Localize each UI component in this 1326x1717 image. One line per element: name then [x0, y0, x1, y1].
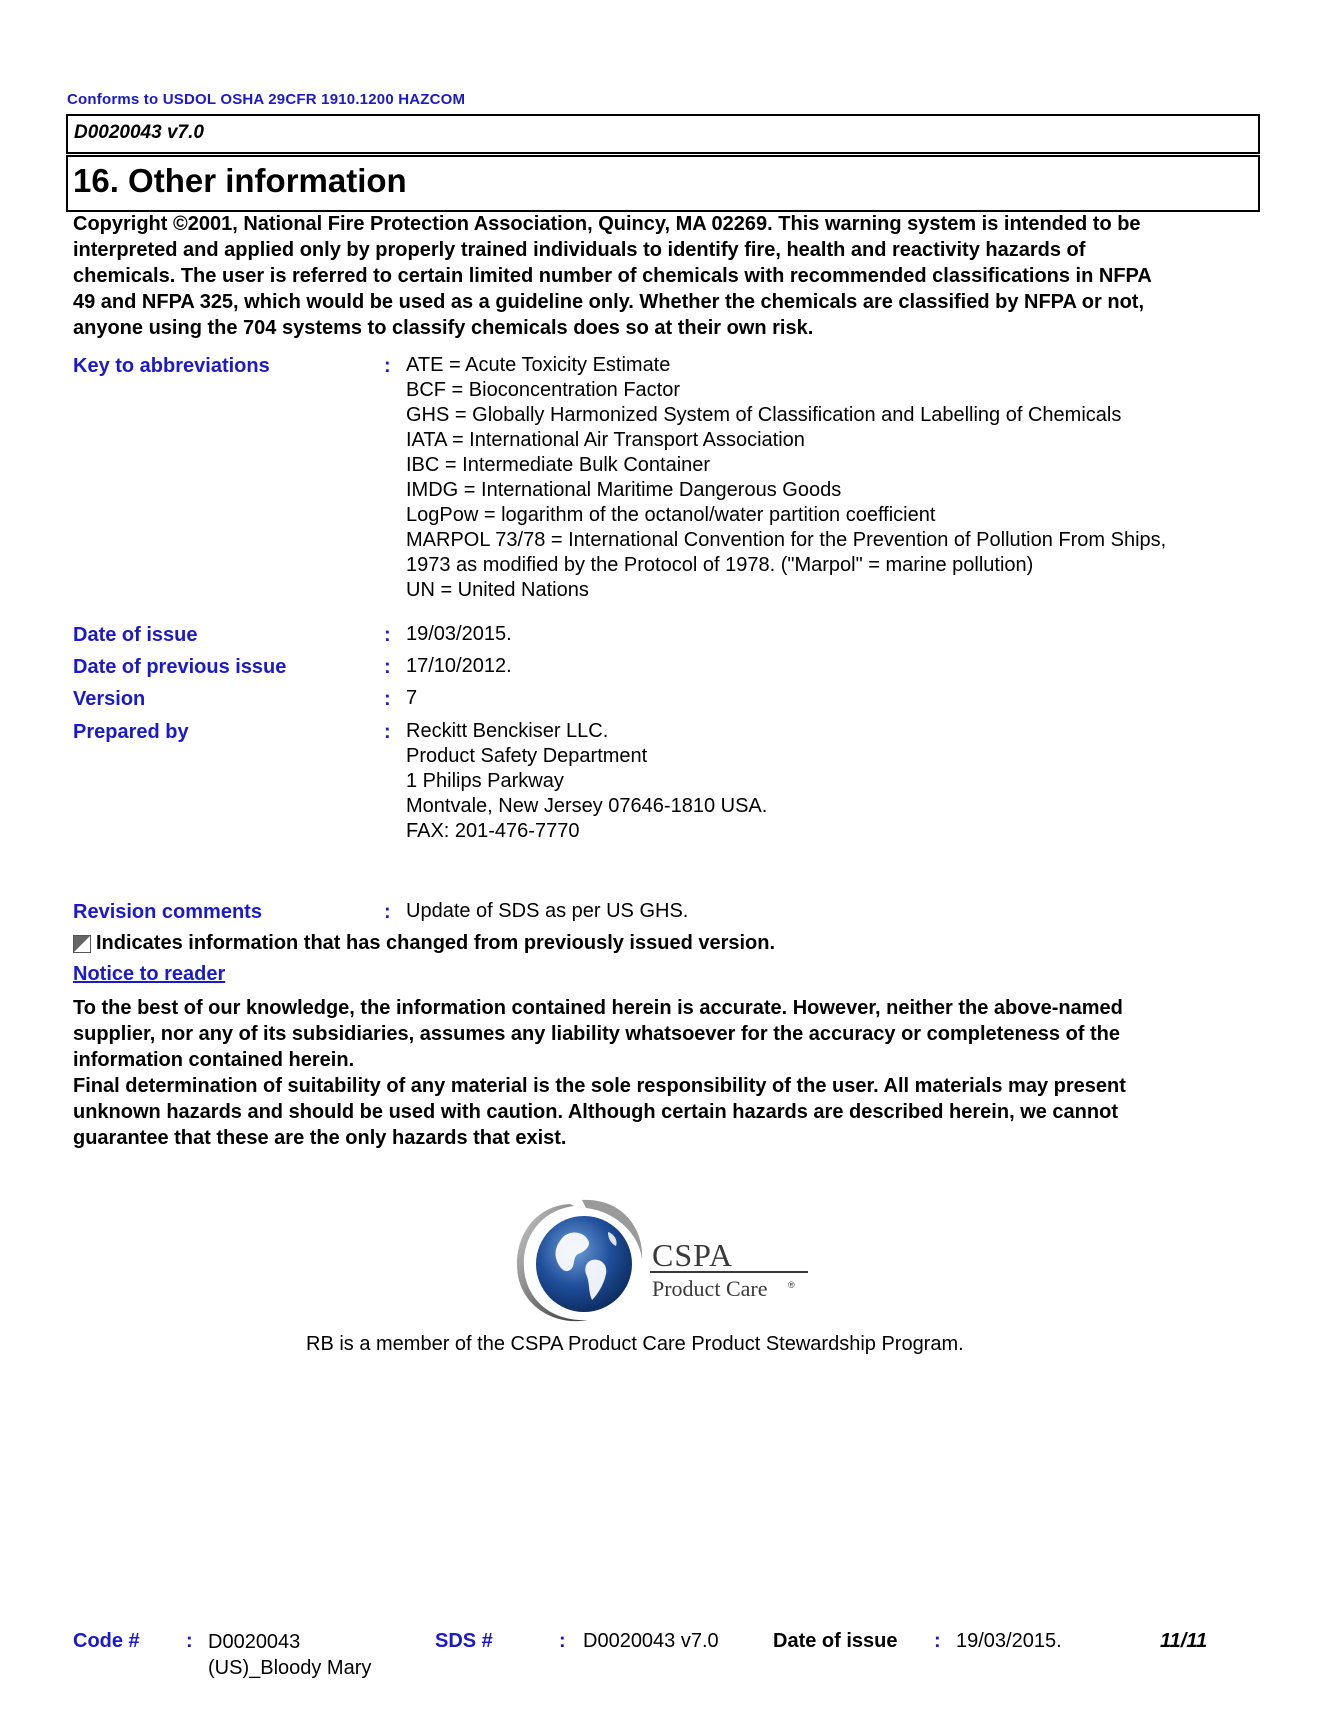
colon: :	[384, 901, 391, 923]
notice-line: Final determination of suitability of any material is the sole responsibility of the user. All materials may present	[73, 1075, 1126, 1097]
colon: :	[384, 721, 391, 743]
doc-id: D0020043 v7.0	[74, 122, 204, 143]
address-line: 1 Philips Parkway	[406, 770, 564, 792]
revision-comments-value: Update of SDS as per US GHS.	[406, 900, 689, 922]
cspa-product-care-logo	[512, 1196, 812, 1328]
abbreviation-item: UN = United Nations	[406, 579, 589, 601]
notice-paragraph	[73, 995, 1258, 1151]
revision-comments-label: Revision comments	[73, 901, 262, 923]
address-line: Product Safety Department	[406, 745, 648, 767]
footer-colon: :	[559, 1630, 566, 1652]
doc-id-box	[66, 114, 1260, 154]
abbreviation-item: IMDG = International Maritime Dangerous Goods	[406, 479, 842, 501]
footer-code-value	[208, 1629, 371, 1681]
notice-line: unknown hazards and should be used with caution. Although certain hazards are described herein, we cannot	[73, 1101, 1118, 1123]
abbreviation-item: IBC = Intermediate Bulk Container	[406, 454, 711, 476]
abbreviation-item: LogPow = logarithm of the octanol/water partition coefficient	[406, 504, 936, 526]
logo-product-care-text: Product Care	[652, 1276, 768, 1301]
footer-sds-value: D0020043 v7.0	[583, 1630, 719, 1652]
prepared-by-address	[406, 719, 767, 844]
copyright-line: interpreted and applied only by properly trained individuals to identify fire, health and reactivity hazards of	[73, 239, 1086, 261]
abbreviation-item: GHS = Globally Harmonized System of Classification and Labelling of Chemicals	[406, 404, 1122, 426]
abbreviations-label: Key to abbreviations	[73, 355, 270, 377]
address-line: FAX: 201-476-7770	[406, 820, 580, 842]
footer-sds-label: SDS #	[435, 1630, 493, 1652]
previous-issue-value: 17/10/2012.	[406, 655, 512, 677]
address-line: Montvale, New Jersey 07646-1810 USA.	[406, 795, 768, 817]
footer-date-label: Date of issue	[773, 1630, 898, 1652]
abbreviation-item: MARPOL 73/78 = International Convention for the Prevention of Pollution From Ships,	[406, 529, 1167, 551]
changed-triangle-icon	[73, 935, 91, 953]
notice-line: To the best of our knowledge, the information contained herein is accurate. However, neither the above-named	[73, 997, 1123, 1019]
abbreviation-item: IATA = International Air Transport Association	[406, 429, 805, 451]
footer-code-line: D0020043	[208, 1631, 301, 1653]
colon: :	[384, 656, 391, 678]
notice-line: supplier, nor any of its subsidiaries, assumes any liability whatsoever for the accuracy or completeness of the	[73, 1023, 1121, 1045]
version-label: Version	[73, 688, 146, 710]
notice-to-reader-link[interactable]: Notice to reader	[73, 963, 226, 985]
version-value: 7	[406, 687, 418, 709]
footer-colon: :	[934, 1630, 941, 1652]
colon: :	[384, 688, 391, 710]
change-indicator-note	[73, 932, 775, 955]
date-of-issue-label: Date of issue	[73, 624, 198, 646]
abbreviations-list	[406, 353, 1166, 603]
copyright-line: 49 and NFPA 325, which would be used as a guideline only. Whether the chemicals are classified by NFPA or not,	[73, 291, 1144, 313]
abbreviation-item: 1973 as modified by the Protocol of 1978. ("Marpol" = marine pollution)	[406, 554, 1034, 576]
notice-line: information contained herein.	[73, 1049, 355, 1071]
copyright-line: chemicals. The user is referred to certain limited number of chemicals with recommended classifications in NFPA	[73, 265, 1152, 287]
notice-line: guarantee that these are the only hazards that exist.	[73, 1127, 567, 1149]
copyright-line: anyone using the 704 systems to classify chemicals does so at their own risk.	[73, 317, 814, 339]
membership-statement: RB is a member of the CSPA Product Care Product Stewardship Program.	[306, 1333, 964, 1355]
colon: :	[384, 355, 391, 377]
abbreviation-item: ATE = Acute Toxicity Estimate	[406, 354, 671, 376]
address-line: Reckitt Benckiser LLC.	[406, 720, 609, 742]
logo-cspa-text: CSPA	[652, 1237, 734, 1273]
copyright-paragraph	[73, 211, 1258, 341]
section-title: 16. Other information	[73, 162, 407, 199]
footer-page-number: 11/11	[1160, 1630, 1208, 1652]
footer-date-value: 19/03/2015.	[956, 1630, 1062, 1652]
footer-colon: :	[186, 1630, 193, 1652]
logo-registered-mark: ®	[788, 1280, 795, 1290]
change-note-text: Indicates information that has changed from previously issued version.	[96, 932, 776, 954]
footer-code-label: Code #	[73, 1630, 140, 1652]
colon: :	[384, 624, 391, 646]
footer-code-line: (US)_Bloody Mary	[208, 1657, 372, 1679]
date-of-issue-value: 19/03/2015.	[406, 623, 512, 645]
conformance-note: Conforms to USDOL OSHA 29CFR 1910.1200 HAZCOM	[67, 91, 466, 108]
prepared-by-label: Prepared by	[73, 721, 189, 743]
copyright-line: Copyright ©2001, National Fire Protection Association, Quincy, MA 02269. This warning system is intended to be	[73, 213, 1141, 235]
previous-issue-label: Date of previous issue	[73, 656, 287, 678]
abbreviation-item: BCF = Bioconcentration Factor	[406, 379, 681, 401]
